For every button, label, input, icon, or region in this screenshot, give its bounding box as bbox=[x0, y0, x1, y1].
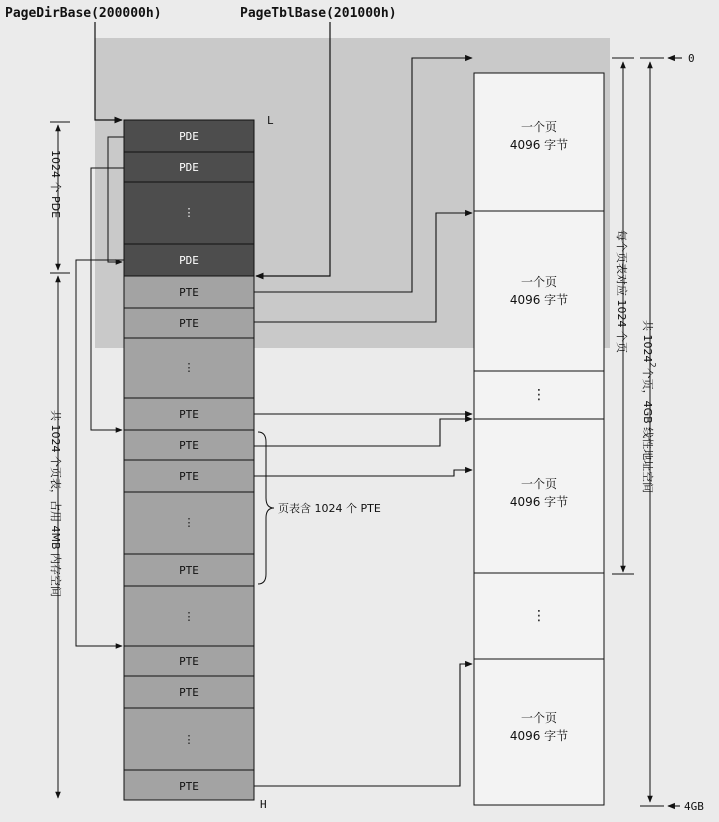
page-dir-base-label: PageDirBase(200000h) bbox=[5, 6, 162, 21]
page-tbl-base-label: PageTblBase(201000h) bbox=[240, 6, 397, 21]
page4-line2: 4096 字节 bbox=[509, 729, 569, 743]
pte-text-3: ⋮ bbox=[183, 361, 195, 374]
pde1-pointer bbox=[108, 137, 124, 262]
pde-last-pointer bbox=[76, 260, 124, 646]
page4-line1: 一个页 bbox=[520, 711, 558, 725]
total-label bbox=[641, 320, 657, 493]
page1-line2: 4096 字节 bbox=[509, 138, 569, 152]
pte-text-5: PTE bbox=[179, 439, 199, 452]
pte-text-8: PTE bbox=[179, 564, 199, 577]
low-marker: L bbox=[267, 114, 274, 127]
page1-line1: 一个页 bbox=[520, 120, 558, 134]
pte1-to-page1 bbox=[254, 58, 472, 292]
pte2-to-page2 bbox=[254, 213, 472, 322]
pte5-to-page-a bbox=[254, 419, 472, 446]
pte-text-10: PTE bbox=[179, 655, 199, 668]
page-dir-base-arrow bbox=[95, 22, 122, 120]
per-table-label: 每个页表对应 1024 个页 bbox=[615, 230, 628, 353]
page2-line2: 4096 字节 bbox=[509, 293, 569, 307]
pte-column bbox=[124, 276, 254, 800]
total-sup: 2 bbox=[648, 362, 657, 368]
pte-text-12: ⋮ bbox=[183, 733, 195, 746]
page-tbl-base-arrow bbox=[256, 22, 330, 276]
pte-text-11: PTE bbox=[179, 686, 199, 699]
addr-zero-label: 0 bbox=[688, 52, 695, 65]
pde-text-last: PDE bbox=[179, 254, 199, 267]
page-ellipsis-2: ⋮ bbox=[532, 608, 546, 624]
pde-text-2: PDE bbox=[179, 161, 199, 174]
page-box-2 bbox=[474, 211, 604, 371]
total-prefix: 共 1024 bbox=[641, 320, 654, 363]
pte-brace bbox=[258, 432, 274, 584]
pte6-to-page-b bbox=[254, 470, 472, 476]
page-column bbox=[474, 73, 604, 805]
page-ellipsis-1: ⋮ bbox=[532, 387, 546, 403]
pte-text-9: ⋮ bbox=[183, 610, 195, 623]
pte-text-4: PTE bbox=[179, 408, 199, 421]
pte-text-6: PTE bbox=[179, 470, 199, 483]
page3-line1: 一个页 bbox=[520, 477, 558, 491]
pte-text-2: PTE bbox=[179, 317, 199, 330]
high-marker: H bbox=[260, 798, 267, 811]
brace-label: 页表含 1024 个 PTE bbox=[278, 502, 381, 515]
pte-text-13: PTE bbox=[179, 780, 199, 793]
addr-4gb-label: 4GB bbox=[684, 800, 704, 813]
pde-count-label: 1024 个 PDE bbox=[49, 150, 62, 219]
pde-text-ellipsis: ⋮ bbox=[183, 206, 195, 219]
pte-text-1: PTE bbox=[179, 286, 199, 299]
page-tables-label: 共 1024 个页表，占用 4MB 内存空间 bbox=[49, 410, 62, 598]
pte-text-7: ⋮ bbox=[183, 516, 195, 529]
pde-column bbox=[124, 120, 254, 276]
pte-last-to-page4 bbox=[254, 664, 472, 786]
page3-line2: 4096 字节 bbox=[509, 495, 569, 509]
page2-line1: 一个页 bbox=[520, 275, 558, 289]
total-suffix: 个页，4GB 线性地址空间 bbox=[641, 367, 654, 494]
pde-text-1: PDE bbox=[179, 130, 199, 143]
